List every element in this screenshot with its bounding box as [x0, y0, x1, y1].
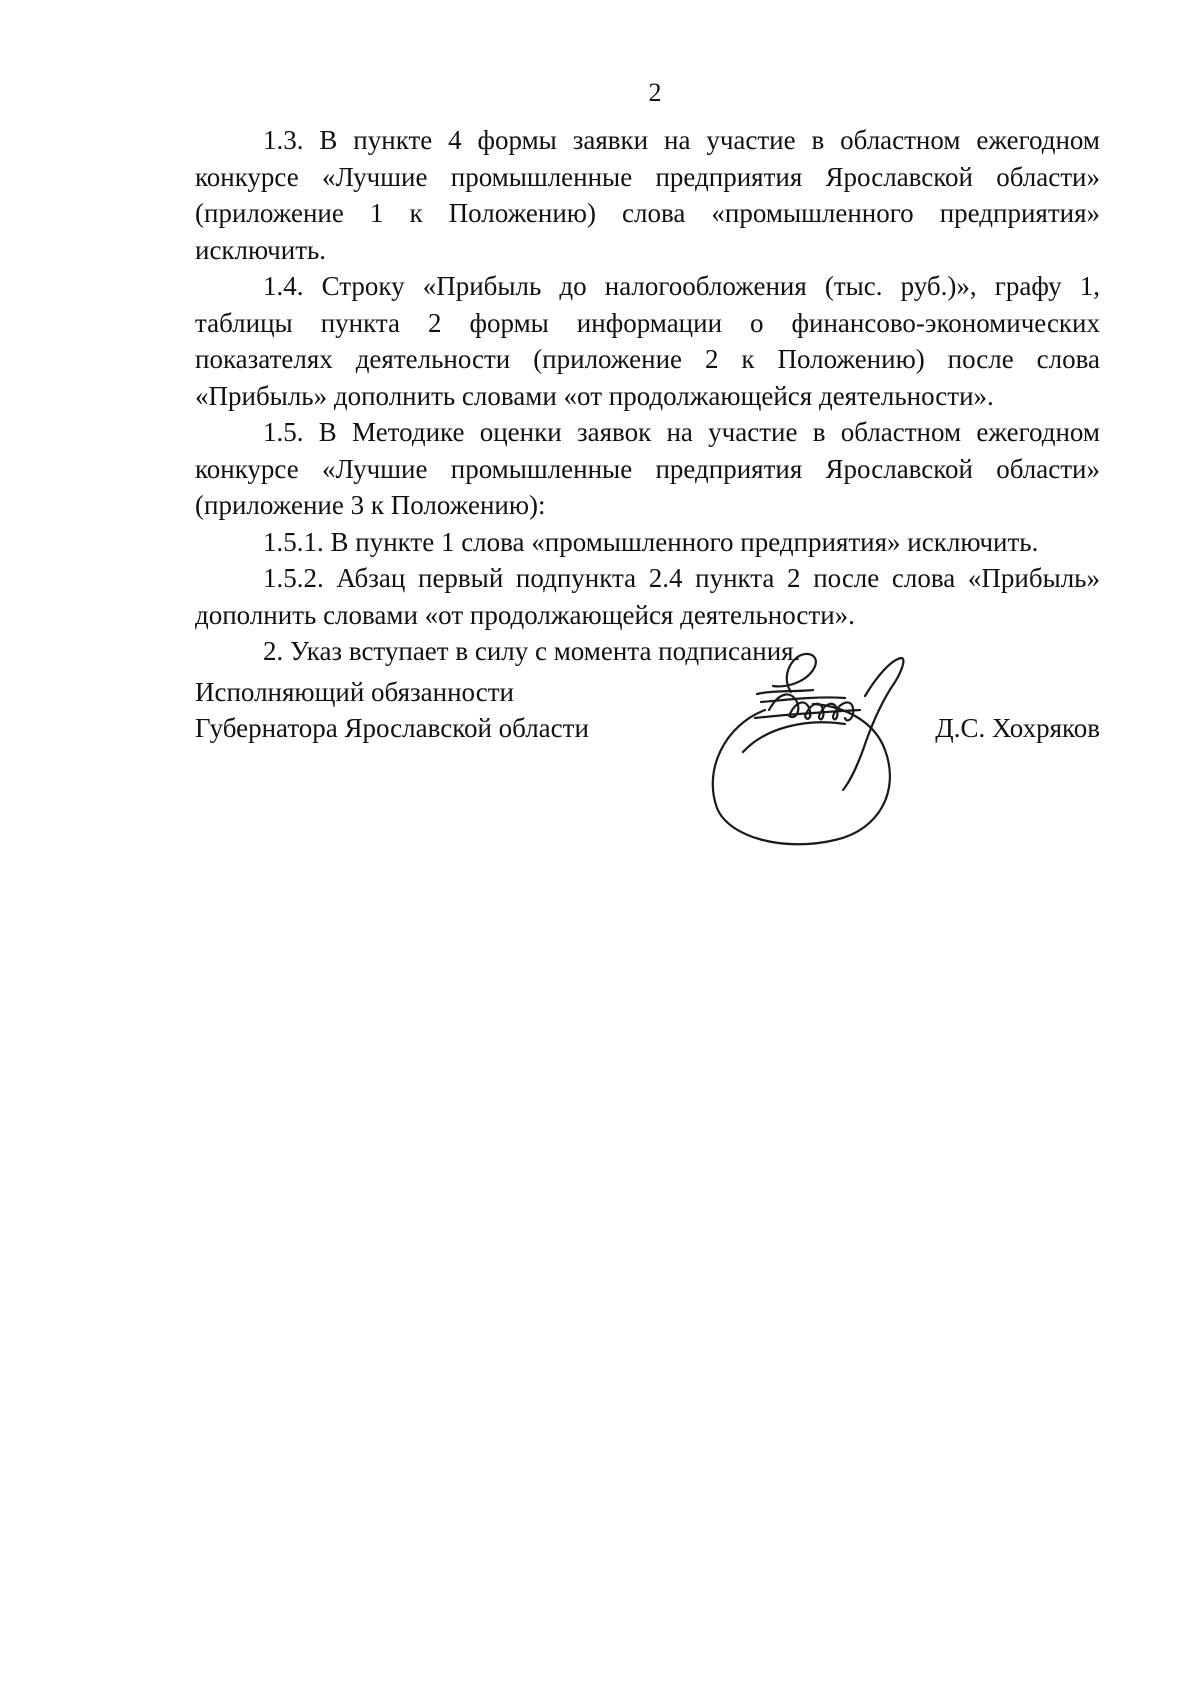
signatory-position-line-1: Исполняющий обязанности: [195, 677, 514, 707]
document-body: [195, 122, 1100, 670]
paragraph-1-5: 1.5. В Методике оценки заявок на участие в областном ежегодном конкурсе «Лучшие промышленные предприятия Ярославской области» (приложение 3 к Положению):: [195, 417, 1100, 520]
signatory-name: Д.С. Хохряков: [935, 713, 1100, 743]
signatory-position: [195, 674, 589, 746]
paragraph-1-5-1: 1.5.1. В пункте 1 слова «промышленного предприятия» исключить.: [263, 526, 1039, 557]
signatory-position-line-2: Губернатора Ярославской области: [195, 713, 589, 743]
page-number: 2: [648, 78, 662, 107]
paragraph-2: 2. Указ вступает в силу с момента подписания.: [263, 636, 801, 666]
signature-block: [195, 674, 1100, 854]
paragraph-1-5-2: 1.5.2. Абзац первый подпункта 2.4 пункта 2 после слова «Прибыль» дополнить словами «от продолжающейся деятельности».: [195, 563, 1100, 630]
handwritten-signature: [695, 640, 935, 850]
paragraph-1-4: 1.4. Строку «Прибыль до налогообложения (тыс. руб.)», графу 1, таблицы пункта 2 формы информации о финансово-экономических показателях деятельности (приложение 2 к Положению) после слова «Прибыль» дополнить словами «от продолжающейся деятельности».: [195, 271, 1100, 411]
paragraph-1-3: 1.3. В пункте 4 формы заявки на участие в областном ежегодном конкурсе «Лучшие промышленные предприятия Ярославской области» (приложение 1 к Положению) слова «промышленного предприятия» исключить.: [195, 125, 1100, 265]
